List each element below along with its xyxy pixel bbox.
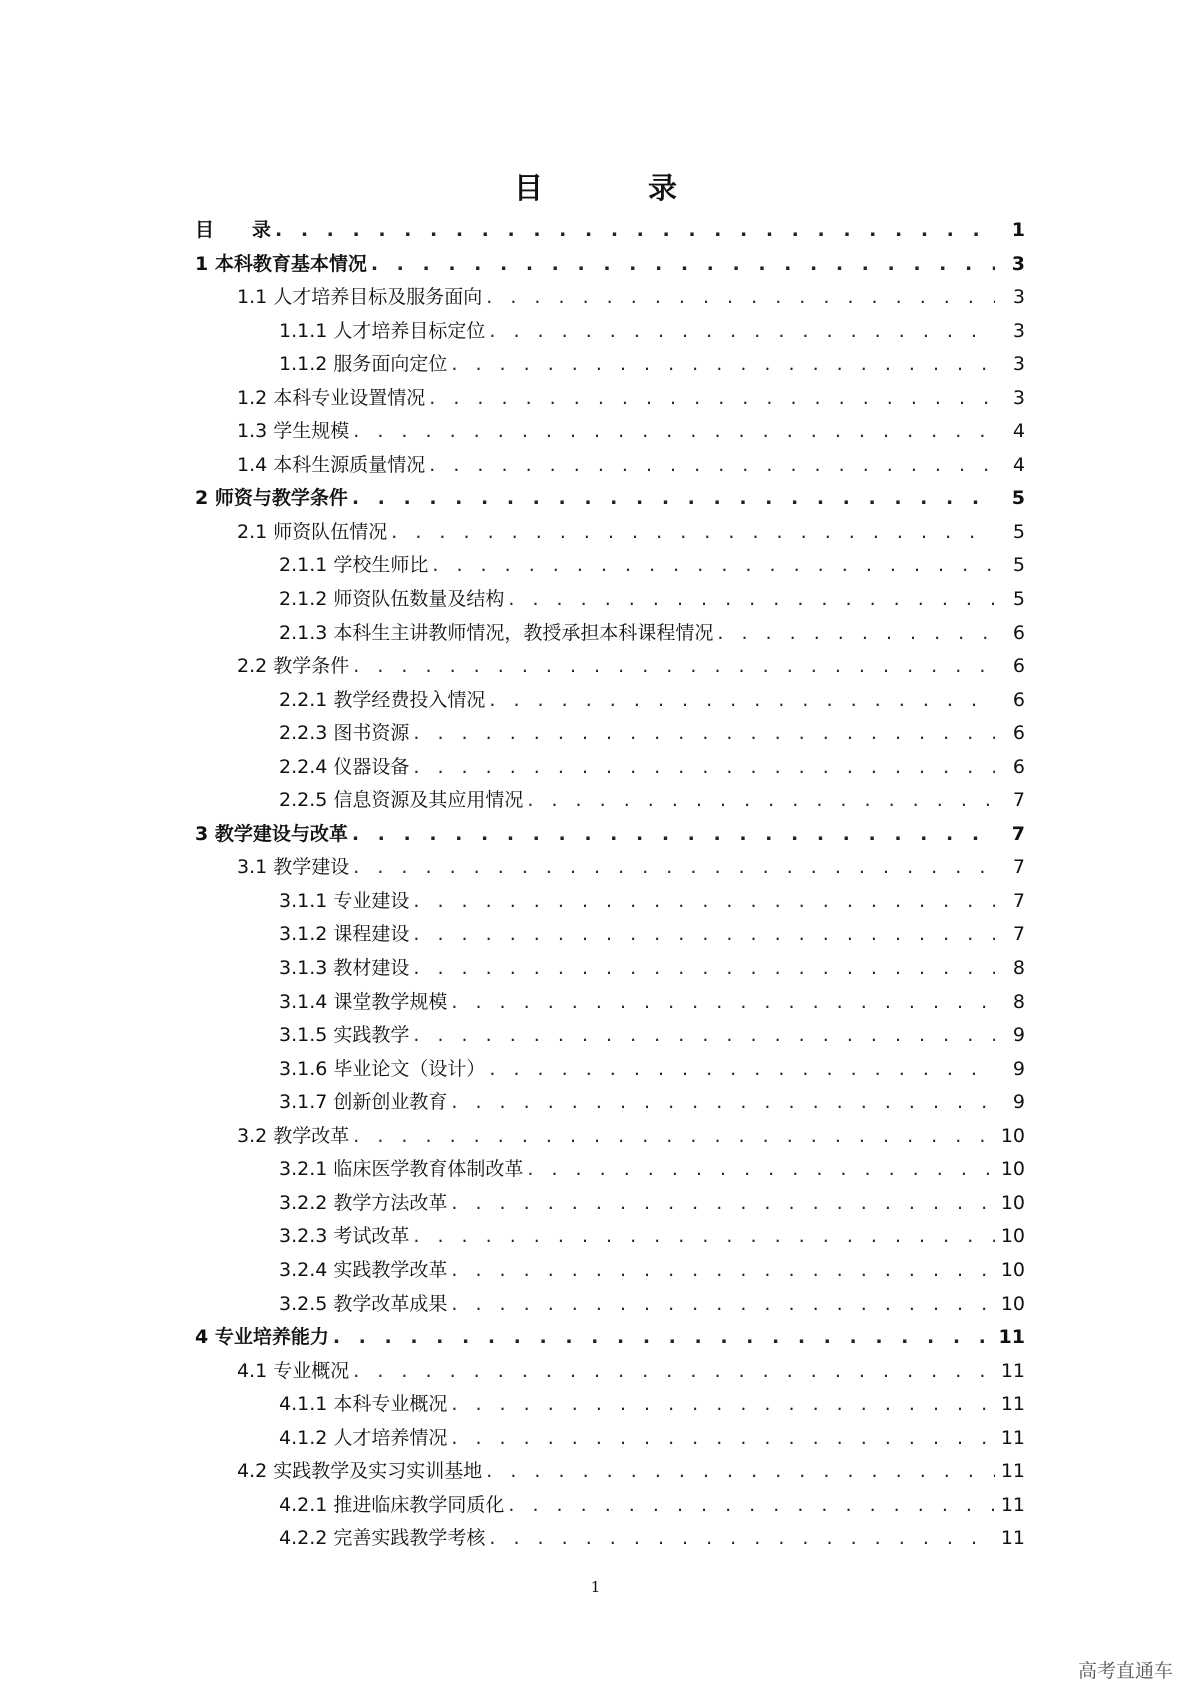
toc-leader-dots — [451, 1288, 994, 1322]
toc-entry-label: 1 本科教育基本情况 — [195, 252, 367, 275]
toc-entry-label: 3.1.5 实践教学 — [279, 1024, 410, 1047]
toc-entry[interactable] — [195, 851, 1025, 885]
toc-entry-label: 3.2.4 实践教学改革 — [279, 1258, 448, 1281]
toc-entry-page: 9 — [1012, 1057, 1025, 1080]
toc-entry[interactable] — [195, 1422, 1025, 1456]
toc-entry-page: 3 — [1012, 319, 1025, 342]
toc-leader-dots — [527, 1153, 994, 1187]
toc-entry[interactable] — [195, 281, 1025, 315]
toc-entry[interactable] — [195, 986, 1025, 1020]
table-of-contents — [195, 214, 1025, 1556]
toc-entry-page: 5 — [1012, 588, 1025, 611]
toc-leader-dots — [489, 1522, 994, 1556]
toc-leader-dots — [508, 583, 995, 617]
toc-entry[interactable] — [195, 348, 1025, 382]
toc-entry[interactable] — [195, 583, 1025, 617]
toc-entry-label: 1.4 本科生源质量情况 — [237, 453, 426, 476]
toc-entry[interactable] — [195, 1187, 1025, 1221]
toc-entry[interactable] — [195, 1321, 1025, 1355]
toc-entry-page: 10 — [1000, 1258, 1025, 1281]
watermark: 高考直通车 — [1077, 1660, 1173, 1682]
toc-entry[interactable] — [195, 415, 1025, 449]
toc-entry-page: 4 — [1012, 420, 1025, 443]
toc-entry-page: 7 — [1012, 856, 1025, 879]
toc-entry[interactable] — [195, 885, 1025, 919]
toc-leader-dots — [451, 1388, 994, 1422]
toc-entry-page: 5 — [1011, 487, 1025, 510]
toc-entry[interactable] — [195, 382, 1025, 416]
toc-leader-dots — [333, 1321, 993, 1355]
toc-leader-dots — [489, 1053, 995, 1087]
toc-entry-page: 7 — [1012, 923, 1025, 946]
toc-leader-dots — [413, 1220, 994, 1254]
toc-entry-page: 10 — [1000, 1191, 1025, 1214]
toc-leader-dots — [451, 1422, 994, 1456]
toc-entry-label: 2.1.3 本科生主讲教师情况，教授承担本科课程情况 — [279, 621, 714, 644]
toc-entry-label: 3.2.3 考试改革 — [279, 1225, 410, 1248]
toc-entry[interactable] — [195, 449, 1025, 483]
toc-leader-dots — [353, 851, 995, 885]
toc-entry-label: 1.3 学生规模 — [237, 420, 350, 443]
toc-leader-dots — [451, 1086, 995, 1120]
toc-entry-label: 3.1.4 课堂教学规模 — [279, 990, 448, 1013]
toc-entry-page: 11 — [1000, 1493, 1025, 1516]
toc-entry-label: 3.2.5 教学改革成果 — [279, 1292, 448, 1315]
toc-leader-dots — [489, 684, 995, 718]
toc-entry[interactable] — [195, 482, 1025, 516]
toc-leader-dots — [371, 248, 995, 282]
toc-entry-page: 3 — [1011, 252, 1025, 275]
toc-entry[interactable] — [195, 1053, 1025, 1087]
toc-leader-dots — [432, 549, 995, 583]
toc-entry[interactable] — [195, 315, 1025, 349]
toc-entry-page: 10 — [1000, 1124, 1025, 1147]
toc-entry-page: 1 — [1011, 219, 1025, 241]
toc-entry-page: 5 — [1012, 520, 1025, 543]
toc-leader-dots — [353, 1355, 995, 1389]
toc-entry-label: 3.2.2 教学方法改革 — [279, 1191, 448, 1214]
toc-leader-dots — [508, 1489, 994, 1523]
toc-entry-page: 6 — [1012, 655, 1025, 678]
toc-entry-label: 4.2 实践教学及实习实训基地 — [237, 1460, 483, 1483]
toc-entry-label: 2.2.3 图书资源 — [279, 722, 410, 745]
toc-entry-label: 1.2 本科专业设置情况 — [237, 386, 426, 409]
toc-leader-dots — [353, 650, 995, 684]
toc-entry-label: 3.1.7 创新创业教育 — [279, 1091, 448, 1114]
toc-entry-page: 4 — [1012, 453, 1025, 476]
toc-entry-label: 2.2.4 仪器设备 — [279, 755, 410, 778]
toc-entry-label: 2.2.5 信息资源及其应用情况 — [279, 789, 524, 812]
toc-leader-dots — [353, 1120, 995, 1154]
toc-leader-dots — [486, 281, 995, 315]
toc-entry[interactable] — [195, 1153, 1025, 1187]
toc-entry-page: 9 — [1012, 1091, 1025, 1114]
toc-entry-label: 4.2.1 推进临床教学同质化 — [279, 1493, 505, 1516]
toc-entry[interactable] — [195, 214, 1025, 248]
toc-entry[interactable] — [195, 617, 1025, 651]
toc-entry-page: 6 — [1012, 722, 1025, 745]
toc-entry-page: 3 — [1012, 386, 1025, 409]
toc-entry-label: 3 教学建设与改革 — [195, 822, 348, 845]
toc-entry-label: 2.1 师资队伍情况 — [237, 520, 388, 543]
toc-leader-dots — [391, 516, 995, 550]
toc-entry-page: 11 — [1000, 1426, 1025, 1449]
toc-entry-page: 3 — [1012, 353, 1025, 376]
toc-entry[interactable] — [195, 1254, 1025, 1288]
toc-entry-page: 11 — [1000, 1393, 1025, 1416]
toc-entry[interactable] — [195, 784, 1025, 818]
toc-entry[interactable] — [195, 549, 1025, 583]
toc-entry-label: 4.1 专业概况 — [237, 1359, 350, 1382]
toc-entry[interactable] — [195, 1288, 1025, 1322]
toc-leader-dots — [413, 952, 995, 986]
toc-entry-page: 11 — [1000, 1359, 1025, 1382]
toc-entry[interactable] — [195, 248, 1025, 282]
toc-entry-page: 6 — [1012, 755, 1025, 778]
toc-entry-page: 8 — [1012, 957, 1025, 980]
toc-entry-page: 5 — [1012, 554, 1025, 577]
toc-entry[interactable] — [195, 952, 1025, 986]
toc-leader-dots — [352, 818, 995, 852]
toc-entry-label: 4.1.2 人才培养情况 — [279, 1426, 448, 1449]
toc-leader-dots — [413, 751, 995, 785]
toc-entry-label: 3.1.2 课程建设 — [279, 923, 410, 946]
toc-entry-page: 10 — [1000, 1158, 1025, 1181]
toc-entry-label: 2 师资与教学条件 — [195, 487, 348, 510]
page-number: 1 — [590, 1578, 601, 1596]
toc-entry-label: 1.1 人才培养目标及服务面向 — [237, 286, 483, 309]
toc-entry[interactable] — [195, 1489, 1025, 1523]
page-title: 目 录 — [513, 171, 715, 205]
toc-entry[interactable] — [195, 1220, 1025, 1254]
toc-entry[interactable] — [195, 918, 1025, 952]
toc-entry-label: 3.1.6 毕业论文（设计） — [279, 1057, 486, 1080]
toc-leader-dots — [527, 784, 995, 818]
toc-entry-page: 7 — [1012, 789, 1025, 812]
toc-entry-page: 11 — [1000, 1460, 1025, 1483]
toc-entry[interactable] — [195, 1355, 1025, 1389]
toc-entry-label: 2.1.1 学校生师比 — [279, 554, 429, 577]
toc-leader-dots — [352, 482, 995, 516]
toc-entry-page: 11 — [1000, 1527, 1025, 1550]
toc-entry-page: 11 — [998, 1326, 1025, 1349]
toc-entry-page: 6 — [1012, 688, 1025, 711]
toc-entry[interactable] — [195, 1086, 1025, 1120]
toc-entry[interactable] — [195, 650, 1025, 684]
toc-entry-page: 10 — [1000, 1292, 1025, 1315]
toc-entry[interactable] — [195, 818, 1025, 852]
toc-entry-page: 7 — [1012, 889, 1025, 912]
toc-leader-dots — [429, 382, 995, 416]
toc-entry-label: 4.2.2 完善实践教学考核 — [279, 1527, 486, 1550]
toc-entry-label: 2.1.2 师资队伍数量及结构 — [279, 588, 505, 611]
toc-leader-dots — [717, 617, 995, 651]
toc-entry-label: 3.1.3 教材建设 — [279, 957, 410, 980]
toc-entry-label: 1.1.2 服务面向定位 — [279, 353, 448, 376]
toc-leader-dots — [451, 986, 995, 1020]
toc-leader-dots — [429, 449, 995, 483]
toc-entry-page: 10 — [1000, 1225, 1025, 1248]
toc-entry-page: 6 — [1012, 621, 1025, 644]
toc-entry-label: 2.2 教学条件 — [237, 655, 350, 678]
toc-leader-dots — [451, 1254, 994, 1288]
toc-entry-label: 4.1.1 本科专业概况 — [279, 1393, 448, 1416]
toc-leader-dots — [275, 214, 995, 248]
toc-entry-label: 2.2.1 教学经费投入情况 — [279, 688, 486, 711]
toc-entry-label: 1.1.1 人才培养目标定位 — [279, 319, 486, 342]
toc-entry[interactable] — [195, 717, 1025, 751]
toc-entry[interactable] — [195, 1120, 1025, 1154]
toc-entry-page: 3 — [1012, 286, 1025, 309]
toc-entry-page: 7 — [1011, 822, 1025, 845]
toc-leader-dots — [413, 918, 995, 952]
toc-entry-page: 8 — [1012, 990, 1025, 1013]
toc-entry[interactable] — [195, 516, 1025, 550]
toc-leader-dots — [413, 1019, 995, 1053]
toc-entry[interactable] — [195, 1019, 1025, 1053]
toc-entry[interactable] — [195, 1522, 1025, 1556]
toc-leader-dots — [413, 717, 995, 751]
toc-entry[interactable] — [195, 1388, 1025, 1422]
toc-entry[interactable] — [195, 684, 1025, 718]
toc-entry-label: 3.2.1 临床医学教育体制改革 — [279, 1158, 524, 1181]
toc-entry-label: 4 专业培养能力 — [195, 1326, 329, 1349]
toc-leader-dots — [413, 885, 995, 919]
toc-entry-page: 9 — [1012, 1024, 1025, 1047]
toc-leader-dots — [486, 1455, 995, 1489]
toc-entry[interactable] — [195, 751, 1025, 785]
toc-entry-label: 3.1 教学建设 — [237, 856, 350, 879]
toc-leader-dots — [451, 1187, 994, 1221]
toc-entry[interactable] — [195, 1455, 1025, 1489]
toc-entry-label: 3.1.1 专业建设 — [279, 889, 410, 912]
toc-leader-dots — [451, 348, 995, 382]
toc-leader-dots — [353, 415, 995, 449]
toc-entry-label: 目 录 — [195, 219, 272, 241]
toc-entry-label: 3.2 教学改革 — [237, 1124, 350, 1147]
toc-leader-dots — [489, 315, 995, 349]
